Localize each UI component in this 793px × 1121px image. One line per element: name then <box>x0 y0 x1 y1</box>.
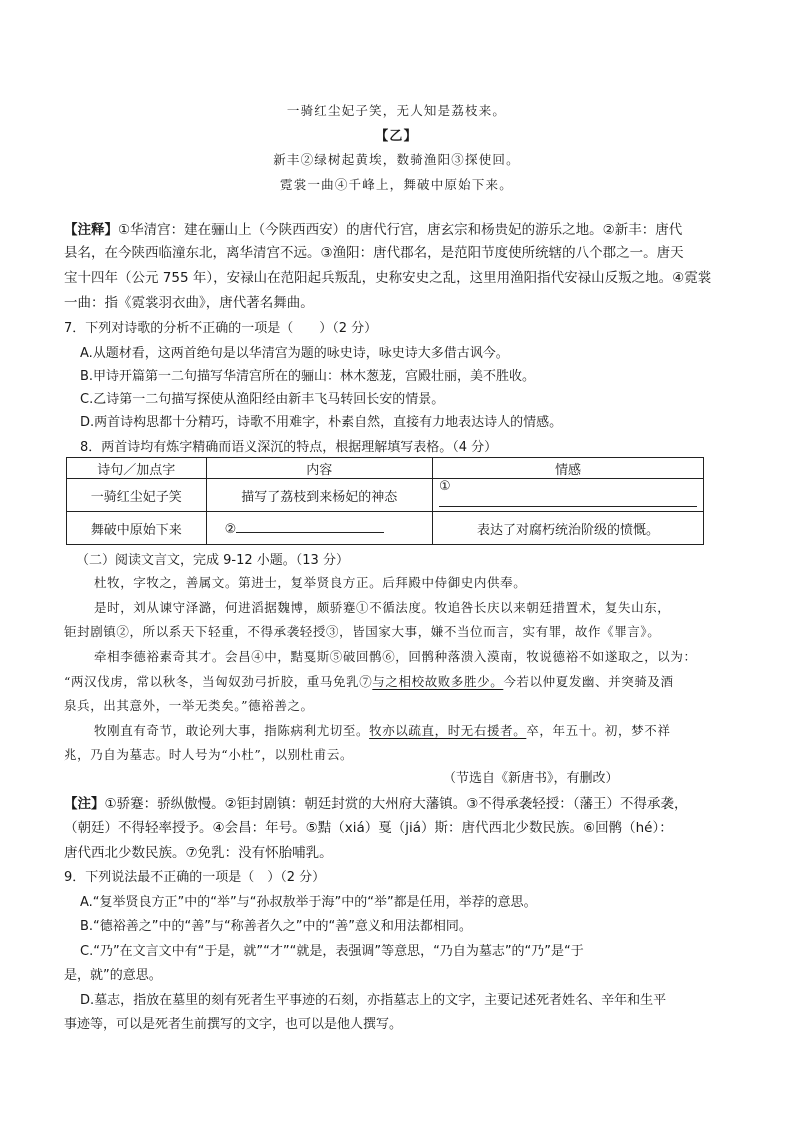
option-a: A.“复举贤良方正”中的“举”与“孙叔敖举于海”中的“举”都是任用，举荐的意思。 <box>80 895 537 910</box>
annotation-line: ①华清宫：建在骊山上（今陕西西安）的唐代行宫，唐玄宗和杨贵妃的游乐之地。②新丰：唐代 <box>118 222 683 238</box>
poem-yi-line-1: 新丰②绿树起黄埃，数骑渔阳③探使回。 <box>273 152 520 167</box>
text-line: 钜封剧镇②，所以系天下轻重，不得承袭轻授③，皆国家大事，嫌不当位而言，实有罪，故作《罪言》。 <box>64 624 661 639</box>
annotation-line: ①骄蹇：骄纵傲慢。②钜封剧镇：朝廷封赏的大州府大藩镇。③不得承袭轻授：（藩王）不得承袭， <box>104 796 688 812</box>
option-b: B.“德裕善之”中的“善”与“称善者久之”中的“善”意义和用法都相同。 <box>80 919 472 934</box>
table-header: 诗句／加点字 <box>67 458 207 479</box>
answer-table <box>66 457 704 545</box>
table-cell: 一骑红尘妃子笑 <box>67 479 207 512</box>
annotation-label: 【注释】 <box>64 222 118 238</box>
table-cell: 表达了对腐朽统治阶级的愤慨。 <box>433 512 704 545</box>
text-line: 泉兵，出其意外，一举无类矣。”德裕善之。 <box>64 698 314 713</box>
option-c: C.乙诗第一二句描写探使从渔阳经由新丰飞马转回长安的情景。 <box>80 392 445 407</box>
option-d-cont: 事迹等，可以是死者生前撰写的文字，也可以是他人撰写。 <box>64 1017 403 1032</box>
answer-blank-cell[interactable]: ① <box>433 479 704 512</box>
text-line: 杜牧，字牧之，善属文。第进士，复举贤良方正。后拜殿中侍御史内供奉。 <box>94 575 527 590</box>
annotation-line: 一曲：指《霓裳羽衣曲》，唐代著名舞曲。 <box>64 295 314 311</box>
table-header: 情感 <box>433 458 704 479</box>
answer-blank-cell[interactable]: ② <box>206 512 432 545</box>
annotation-line: 宝十四年（公元 755 年），安禄山在范阳起兵叛乱，史称安史之乱，这里用渔阳指代安禄山反叛之地。④霓裳 <box>64 270 712 286</box>
source-citation: （节选自《新唐书》，有删改） <box>443 771 619 786</box>
question-stem: 7．下列对诗歌的分析不正确的一项是（ ）（2 分） <box>64 321 378 336</box>
answer-blank[interactable] <box>236 520 384 533</box>
annotation-line: 县名，在今陕西临潼东北，离华清宫不远。③渔阳：唐代郡名，是范阳节度使所统辖的八个郡之一。唐天 <box>64 245 684 261</box>
option-c: C.“乃”在文言文中有“于是，就”“才”“就是，表强调”等意思，“乃自为墓志”的“乃”是“于 <box>80 944 584 959</box>
underlined-sentence: 牧亦以疏直，时无右援者。 <box>369 723 527 738</box>
text-line: 兆，乃自为墓志。时人号为“小杜”，以别杜甫云。 <box>64 747 354 762</box>
question-stem: 9．下列说法最不正确的一项是（ ）（2 分） <box>64 870 326 885</box>
text-line: 是时，刘从谏守泽潞，何进滔据魏博，颇骄蹇①不循法度。牧追咎长庆以来朝廷措置术，复失山东， <box>94 600 671 615</box>
option-d: D.墓志，指放在墓里的刻有死者生平事迹的石刻，亦指墓志上的文字，主要记述死者姓名、辛年和生平 <box>80 993 667 1008</box>
text-line: 牧刚直有奇节，敢论列大事，指陈病利尤切至。牧亦以疏直，时无右援者。卒，年五十。初，梦不祥 <box>94 723 671 738</box>
option-a: A.从题材看，这两首绝句是以华清宫为题的咏史诗，咏史诗大多借古讽今。 <box>80 346 509 361</box>
option-b: B.甲诗开篇第一二句描写华清宫所在的骊山：林木葱茏，宫殿壮丽，美不胜收。 <box>80 369 536 384</box>
underlined-sentence: 与之相校故败多胜少。 <box>372 674 504 689</box>
question-8-stem: 8．两首诗均有炼字精确而语义深沉的特点，根据理解填写表格。（4 分） <box>80 440 498 455</box>
option-d: D.两首诗构思都十分精巧，诗歌不用难字，朴素自然，直接有力地表达诗人的情感。 <box>80 415 563 430</box>
poem-yi-title: 【乙】 <box>375 129 418 144</box>
answer-blank[interactable] <box>439 494 697 507</box>
option-c-cont: 是，就”的意思。 <box>64 968 162 983</box>
annotation-line: （朝廷）不得轻率授予。④会昌：年号。⑤黠（xiá）戛（jiá）斯：唐代西北少数民族。⑥回鹘（hé）： <box>64 820 673 836</box>
text-line: “两汉伐虏，常以秋冬，当匈奴劲弓折胶，重马免乳⑦与之相校故败多胜少。今若以仲夏发幽、并突骑及酒 <box>64 674 674 689</box>
section-heading: （二）阅读文言文，完成 9-12 小题。（13 分） <box>76 553 349 568</box>
table-cell: 舞破中原始下来 <box>67 512 207 545</box>
poem-jia-line: 一骑红尘妃子笑，无人知是荔枝来。 <box>286 103 507 118</box>
text-line: 牵相李德裕素奇其才。会昌④中，黠戛斯⑤破回鹘⑥，回鹘种落溃入漠南，牧说德裕不如遂取之，以为： <box>94 649 697 664</box>
table-header: 内容 <box>206 458 432 479</box>
poem-yi-line-2: 霓裳一曲④千峰上，舞破中原始下来。 <box>280 177 513 192</box>
annotation-line: 唐代西北少数民族。⑦免乳：没有怀胎哺乳。 <box>64 845 333 861</box>
table-cell: 描写了荔枝到来杨妃的神态 <box>206 479 432 512</box>
annotation-label: 【注】 <box>64 796 105 812</box>
